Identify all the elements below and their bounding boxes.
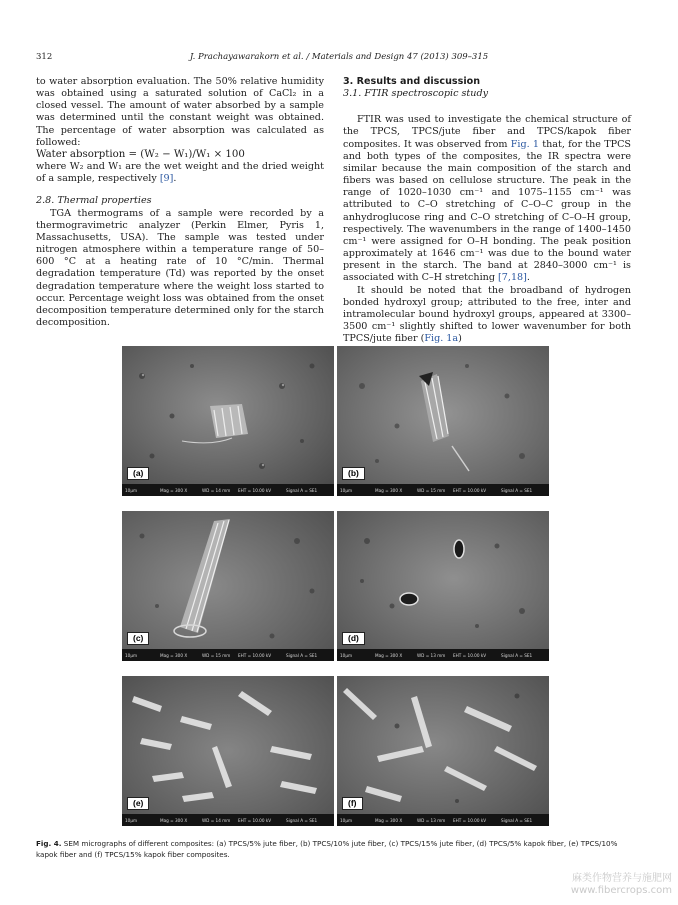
- scale-bar: [337, 814, 549, 826]
- eht-text: EHT = 10.00 kV: [238, 653, 272, 658]
- watermark-line: 麻类作物营养与施肥网: [572, 873, 672, 884]
- scale-bar: [122, 649, 334, 661]
- page-number: 312: [36, 52, 53, 62]
- signal-text: Signal A = SE1: [501, 818, 533, 823]
- panel-label: (f): [342, 797, 363, 810]
- eht-text: EHT = 10.00 kV: [238, 818, 272, 823]
- scale-bar: [337, 484, 549, 496]
- figure-link[interactable]: Fig. 1a: [424, 333, 459, 345]
- sem-micrograph-d: [337, 511, 549, 661]
- scale-bar: [337, 649, 549, 661]
- section-heading: 3. Results and discussion: [343, 76, 481, 87]
- micrograph-image: [122, 676, 334, 826]
- citation-link[interactable]: [7,18]: [498, 272, 527, 284]
- eht-text: EHT = 10.00 kV: [238, 488, 272, 493]
- working-distance-text: WD = 15 mm: [417, 488, 446, 493]
- caption-label: Fig. 4.: [36, 839, 62, 848]
- caption-text: SEM micrographs of different composites: (a) TPCS/5% jute fiber, (b) TPCS/10% jute fiber, (c) TPCS/15% jute fiber, (d) TPCS/5% kapok fiber, (e) TPCS/10% kapok fiber and (f) TPCS/15% kapok fiber composites.: [36, 839, 618, 859]
- sem-micrograph-e: [122, 676, 334, 826]
- subsection-heading: 3.1. FTIR spectroscopic study: [343, 88, 489, 100]
- panel-label: (c): [127, 632, 149, 645]
- scale-bar: [122, 814, 334, 826]
- sem-micrograph-a: [122, 346, 334, 496]
- scale-text: 10μm: [125, 488, 138, 493]
- paragraph: to water absorption evaluation. The 50% relative humidity was obtained using a saturated solution of CaCl₂ in a closed vessel. The amount of water absorbed by a sample was determined until the constant weight was obtained. The percentage of water absorption was calculated as followed:: [36, 76, 324, 148]
- text-span: .: [526, 272, 530, 284]
- scale-text: 10μm: [125, 653, 138, 658]
- working-distance-text: WD = 14 mm: [202, 818, 231, 823]
- eht-text: EHT = 10.00 kV: [453, 488, 487, 493]
- working-distance-text: WD = 13 mm: [417, 653, 446, 658]
- text-span: It should be noted that the broadband of hydrogen bonded hydroxyl group; attributed to the free, inter and intramolecular bound hydroxyl groups, appeared at 3300–3500 cm⁻¹ slightly shifted to lower wavenumber for both TPCS/jute fiber (: [343, 284, 631, 345]
- signal-text: Signal A = SE1: [286, 488, 318, 493]
- working-distance-text: WD = 13 mm: [417, 818, 446, 823]
- running-header: [36, 52, 642, 66]
- paragraph: [36, 161, 324, 185]
- eht-text: EHT = 10.00 kV: [453, 653, 487, 658]
- subsection-heading: 2.8. Thermal properties: [36, 195, 152, 207]
- magnification-text: Mag = 300 X: [375, 653, 403, 658]
- micrograph-image: [337, 346, 549, 496]
- text-span: that, for the TPCS and both types of the composites, the IR spectra were similar because the main composition of the starch and fibers was based on cellulose structure. The peak in the range of 1020–1030 cm⁻¹ and 1075–1155 cm⁻¹ was attributed to C–O stretching of C–O–C group in the anhydroglucose ring and C–O stretching of C–O–H group, respectively. The wavenumbers in the range of 1400–1450 cm⁻¹ were assigned for O–H bonding. The peak position approximately at 1646 cm⁻¹ was due to the bound water present in the starch. The band at 2840–3000 cm⁻¹ is associated with C–H stretching: [343, 138, 631, 284]
- working-distance-text: WD = 14 mm: [202, 488, 231, 493]
- left-column: [36, 76, 324, 329]
- sem-micrograph-b: [337, 346, 549, 496]
- citation-link[interactable]: [9]: [159, 173, 174, 185]
- text-span: .: [173, 173, 177, 185]
- scale-text: 10μm: [340, 818, 353, 823]
- micrograph-image: [337, 676, 549, 826]
- paragraph: TGA thermograms of a sample were recorded by a thermogravimetric analyzer (Perkin Elmer, Pyris 1, Massachusetts, USA). The sample was tested under nitrogen atmosphere within a temperature range of 50–600 °C at a heating rate of 10 °C/min. Thermal degradation temperature (Td) was reported by the onset degradation temperature where the weight loss started to occur. Percentage weight loss was obtained from the onset decomposition temperature determined only for the starch decomposition.: [36, 207, 324, 328]
- watermark-line: www.fibercrops.com: [570, 885, 672, 896]
- text-span: FTIR was used to investigate the chemical structure of the TPCS, TPCS/jute fiber and TPCS/kapok fiber composites. It was observed from: [343, 114, 631, 150]
- signal-text: Signal A = SE1: [501, 653, 533, 658]
- scale-bar: [122, 484, 334, 496]
- scale-text: 10μm: [340, 488, 353, 493]
- magnification-text: Mag = 300 X: [160, 653, 188, 658]
- journal-citation: J. Prachayawarakorn et al. / Materials and Design 47 (2013) 309–315: [189, 52, 489, 62]
- text-span: where W₂ and W₁ are the wet weight and the dried weight of a sample, respectively: [36, 161, 324, 185]
- micrograph-image: [122, 346, 334, 496]
- scale-text: 10μm: [340, 653, 353, 658]
- signal-text: Signal A = SE1: [501, 488, 533, 493]
- text-span: ): [458, 333, 462, 345]
- figure-caption: [36, 839, 636, 860]
- panel-label: (d): [342, 632, 365, 645]
- right-column: [343, 76, 631, 345]
- magnification-text: Mag = 300 X: [375, 488, 403, 493]
- watermark: [571, 873, 672, 897]
- paragraph: [343, 285, 631, 346]
- eht-text: EHT = 10.00 kV: [453, 818, 487, 823]
- magnification-text: Mag = 300 X: [160, 818, 188, 823]
- paragraph: [343, 114, 631, 284]
- magnification-text: Mag = 300 X: [160, 488, 188, 493]
- working-distance-text: WD = 15 mm: [202, 653, 231, 658]
- sem-micrograph-c: [122, 511, 334, 661]
- panel-label: (e): [127, 797, 149, 810]
- signal-text: Signal A = SE1: [286, 818, 318, 823]
- panel-label: (b): [342, 467, 365, 480]
- scale-text: 10μm: [125, 818, 138, 823]
- micrograph-image: [122, 511, 334, 661]
- figure-link[interactable]: Fig. 1: [510, 138, 539, 150]
- magnification-text: Mag = 300 X: [375, 818, 403, 823]
- signal-text: Signal A = SE1: [286, 653, 318, 658]
- equation: Water absorption = (W₂ − W₁)/W₁ × 100: [36, 148, 245, 160]
- micrograph-image: [337, 511, 549, 661]
- sem-micrograph-f: [337, 676, 549, 826]
- panel-label: (a): [127, 467, 149, 480]
